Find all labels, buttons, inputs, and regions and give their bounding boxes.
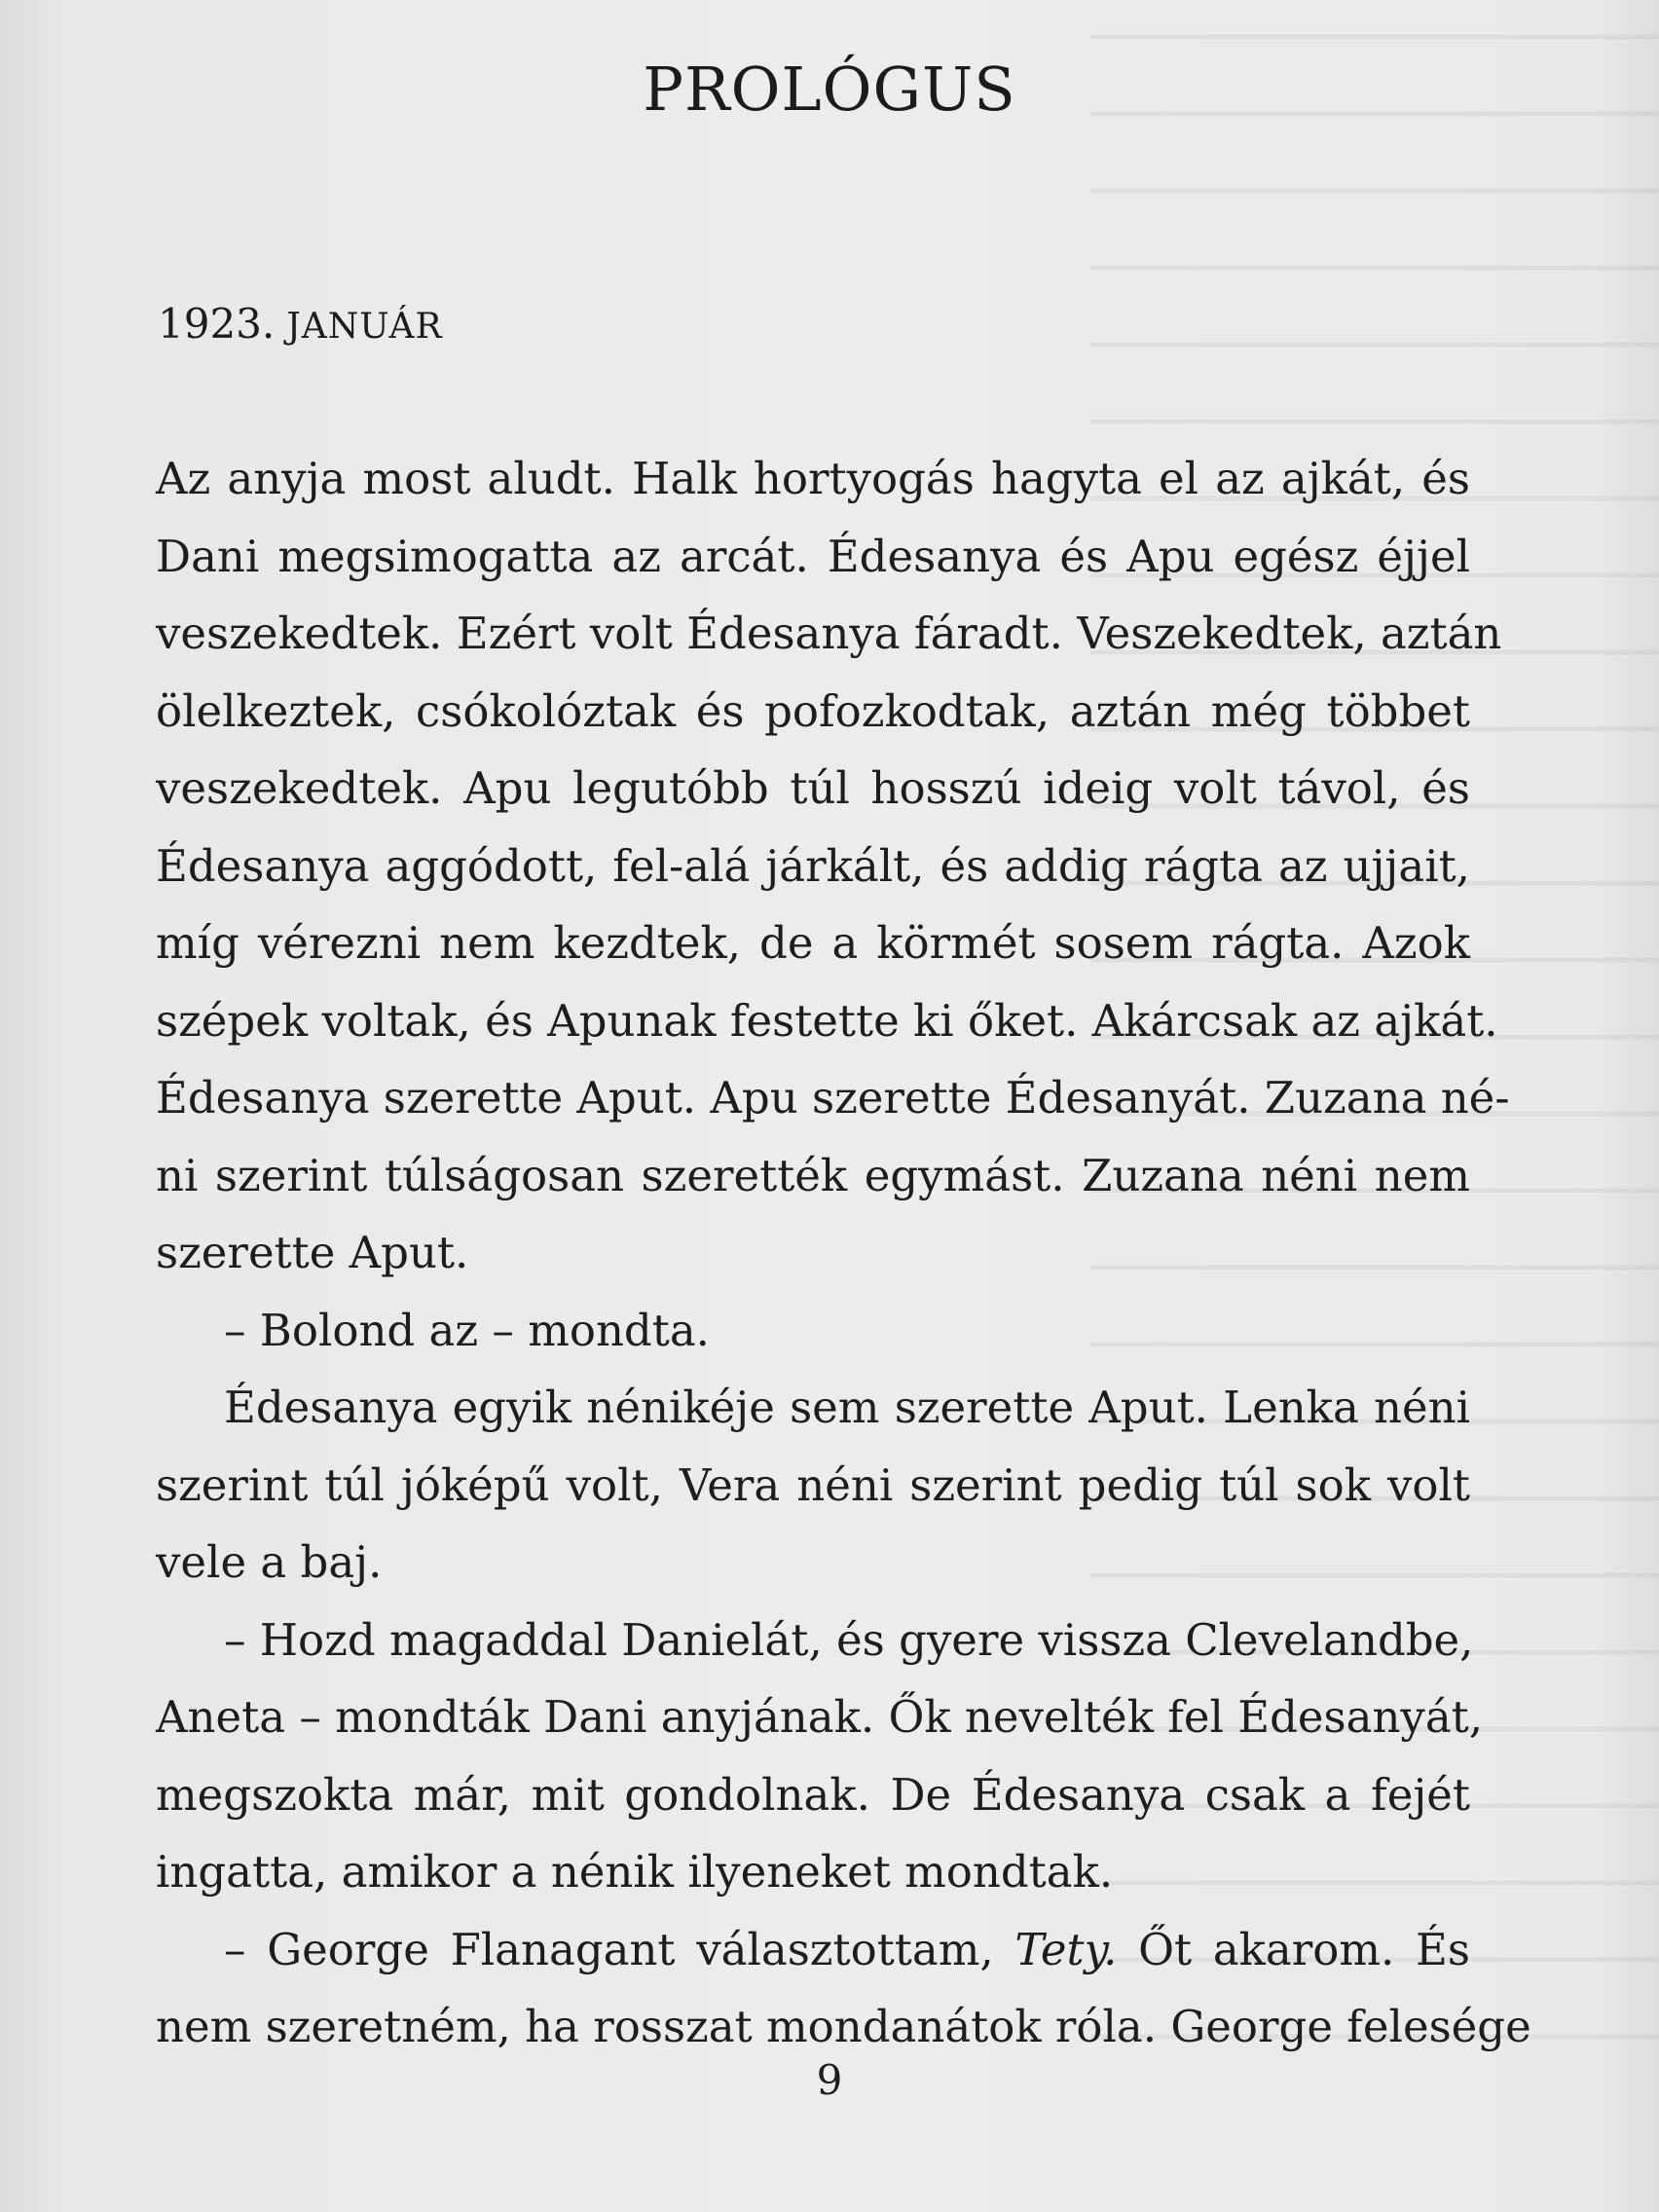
date-year: 1923. <box>158 300 276 348</box>
dialogue-line <box>156 1911 1470 1989</box>
date-month: JANUÁR <box>286 307 443 347</box>
text-line: veszekedtek. Ezért volt Édesanya fáradt. Veszekedtek, aztán <box>156 608 1502 659</box>
text-line: Dani megsimogatta az arcát. Édesanya és Apu egész éjjel <box>156 530 1470 582</box>
chapter-title: PROLÓGUS <box>643 54 1016 125</box>
dialogue-line: – Bolond az – mondta. <box>224 1304 710 1356</box>
text-line: Édesanya egyik nénikéje sem szerette Aput. Lenka néni <box>224 1382 1470 1433</box>
text-line: Az anyja most aludt. Halk hortyogás hagyta el az ajkát, és <box>156 453 1470 504</box>
chapter-date <box>158 300 443 348</box>
text-line: szerint túl jóképű volt, Vera néni szerint pedig túl sok volt <box>156 1458 1470 1511</box>
text-span: – George Flanagant választottam, <box>224 1923 1015 1975</box>
italic-text: Tety. <box>1014 1923 1118 1975</box>
text-line: szerette Aput. <box>156 1227 469 1278</box>
text-line: veszekedtek. Apu legutóbb túl hosszú ideig volt távol, és <box>156 762 1470 814</box>
dialogue-line: – Hozd magaddal Danielát, és gyere vissza Clevelandbe, <box>224 1613 1474 1666</box>
text-line: szépek voltak, és Apunak festette ki őket. Akárcsak az ajkát. <box>156 994 1498 1047</box>
text-line: Édesanya szerette Aput. Apu szerette Édesanyát. Zuzana né- <box>156 1072 1510 1124</box>
text-line: megszokta már, mit gondolnak. De Édesanya csak a fejét <box>156 1768 1470 1821</box>
text-line: ingatta, amikor a nénik ilyeneket mondtak. <box>156 1846 1114 1898</box>
body-text <box>156 440 1531 2066</box>
text-line: Aneta – mondták Dani anyjának. Ők nevelték fel Édesanyát, <box>156 1691 1484 1743</box>
text-line: Édesanya aggódott, fel-alá járkált, és addig rágta az ujjait, <box>156 839 1470 892</box>
page-number: 9 <box>816 2056 843 2104</box>
text-line: nem szeretném, ha rosszat mondanátok róla. George felesége <box>156 2001 1531 2052</box>
text-line: ölelkeztek, csókolóztak és pofozkodtak, aztán még többet <box>156 684 1470 737</box>
text-span: Őt akarom. És <box>1117 1923 1470 1975</box>
text-line: ni szerint túlságosan szerették egymást. Zuzana néni nem <box>156 1149 1470 1201</box>
text-line: vele a baj. <box>156 1536 383 1588</box>
text-line: míg vérezni nem kezdtek, de a körmét sosem rágta. Azok <box>156 917 1470 969</box>
